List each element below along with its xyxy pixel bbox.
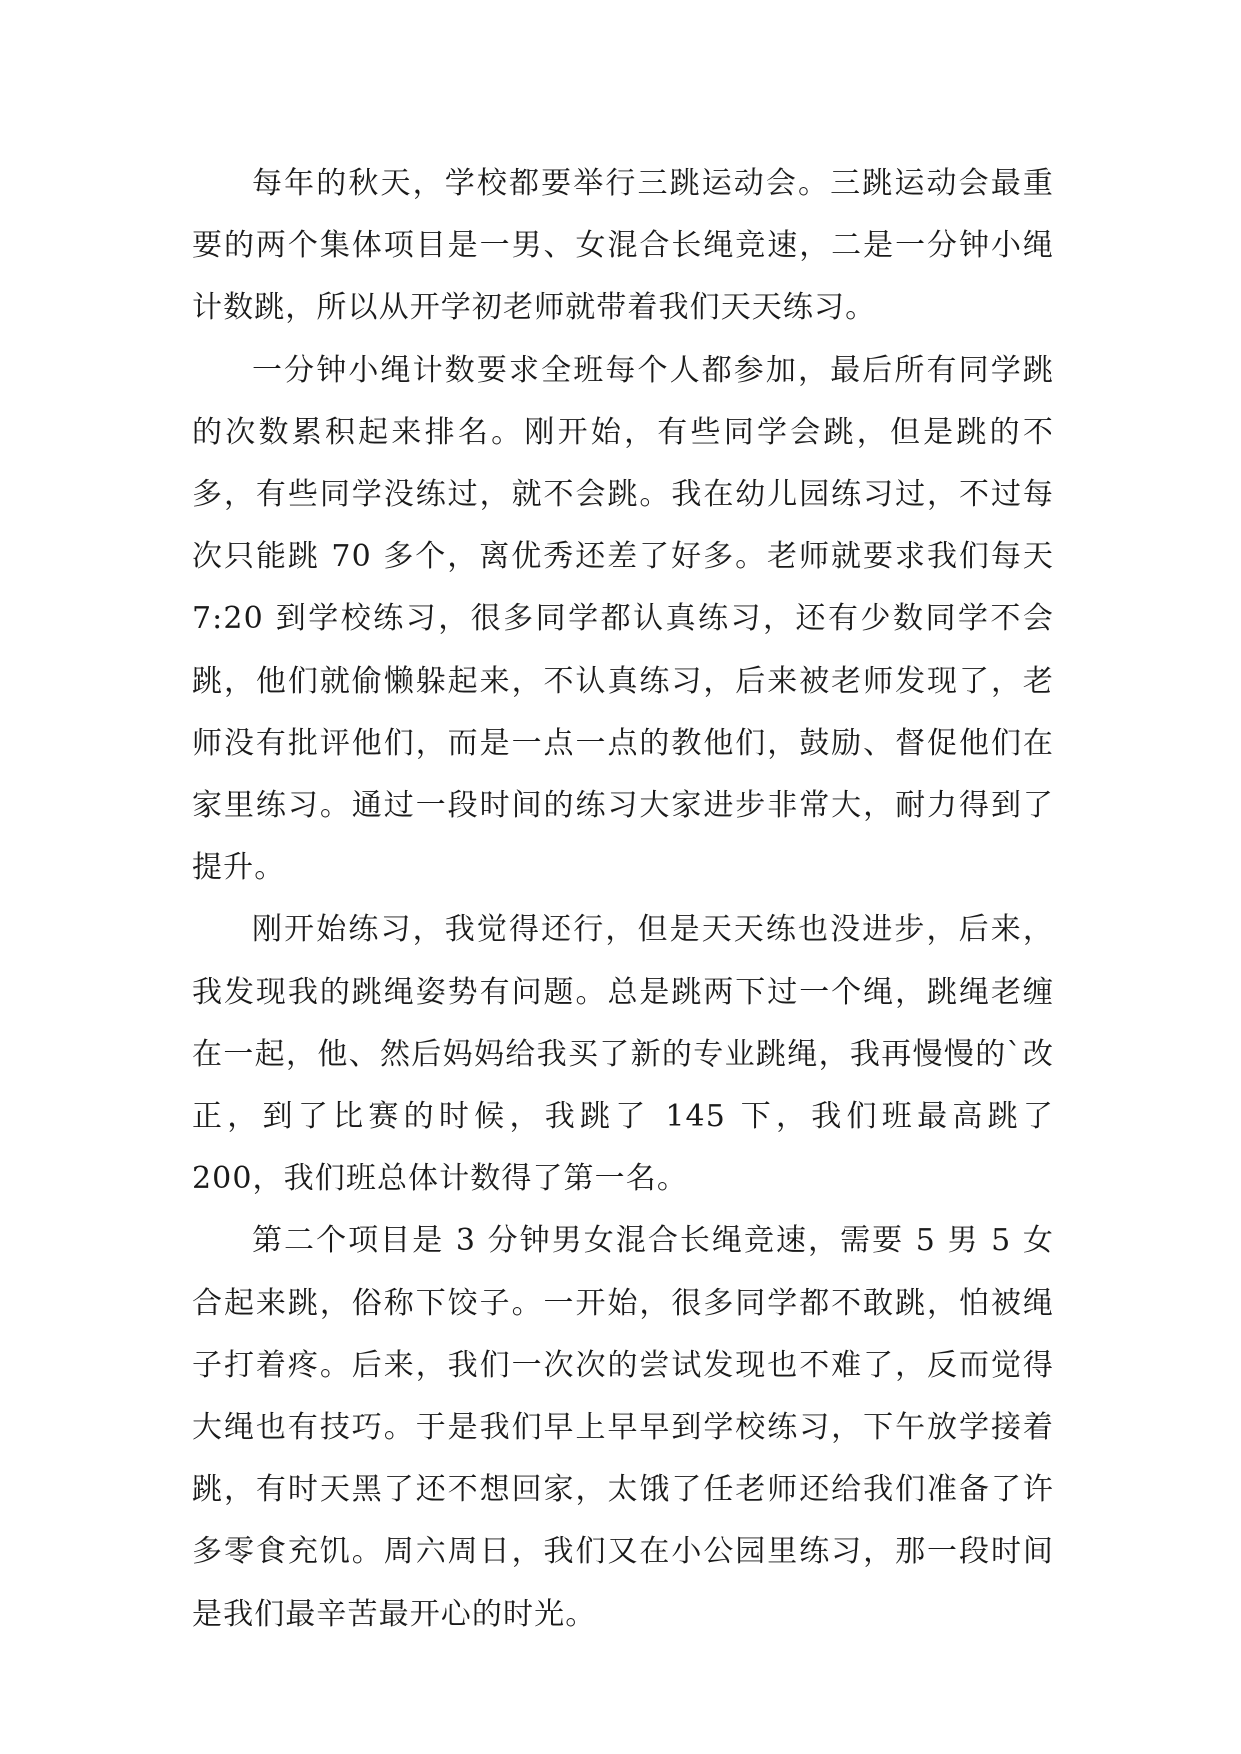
paragraph-4: 第二个项目是 3 分钟男女混合长绳竞速，需要 5 男 5 女合起来跳，俗称下饺子。一开始，很多同学都不敢跳，怕被绳子打着疼。后来，我们一次次的尝试发现也不难了，反而觉得大绳也有技巧。于是我们早上早早到学校练习，下午放学接着跳，有时天黑了还不想回家，太饿了任老师还给我们准备了许多零食充饥。周六周日，我们又在小公园里练习，那一段时间是我们最辛苦最开心的时光。 [192,1223,1054,1632]
paragraph-3: 刚开始练习，我觉得还行，但是天天练也没进步，后来，我发现我的跳绳姿势有问题。总是跳两下过一个绳，跳绳老缠在一起，他、然后妈妈给我买了新的专业跳绳，我再慢慢的`改正，到了比赛的时候，我跳了 145 下，我们班最高跳了 200，我们班总体计数得了第一名。 [192,912,1054,1197]
paragraph-2: 一分钟小绳计数要求全班每个人都参加，最后所有同学跳的次数累积起来排名。刚开始，有些同学会跳，但是跳的不多，有些同学没练过，就不会跳。我在幼儿园练习过，不过每次只能跳 70 多个，离优秀还差了好多。老师就要求我们每天 7:20 到学校练习，很多同学都认真练习，还有少数同学不会跳，他们就偷懒躲起来，不认真练习，后来被老师发现了，老师没有批评他们，而是一点一点的教他们，鼓励、督促他们在家里练习。通过一段时间的练习大家进步非常大，耐力得到了提升。 [192,352,1054,886]
document-body [192,153,1054,1646]
paragraph-1: 每年的秋天，学校都要举行三跳运动会。三跳运动会最重要的两个集体项目是一男、女混合长绳竞速，二是一分钟小绳计数跳，所以从开学初老师就带着我们天天练习。 [192,166,1054,326]
